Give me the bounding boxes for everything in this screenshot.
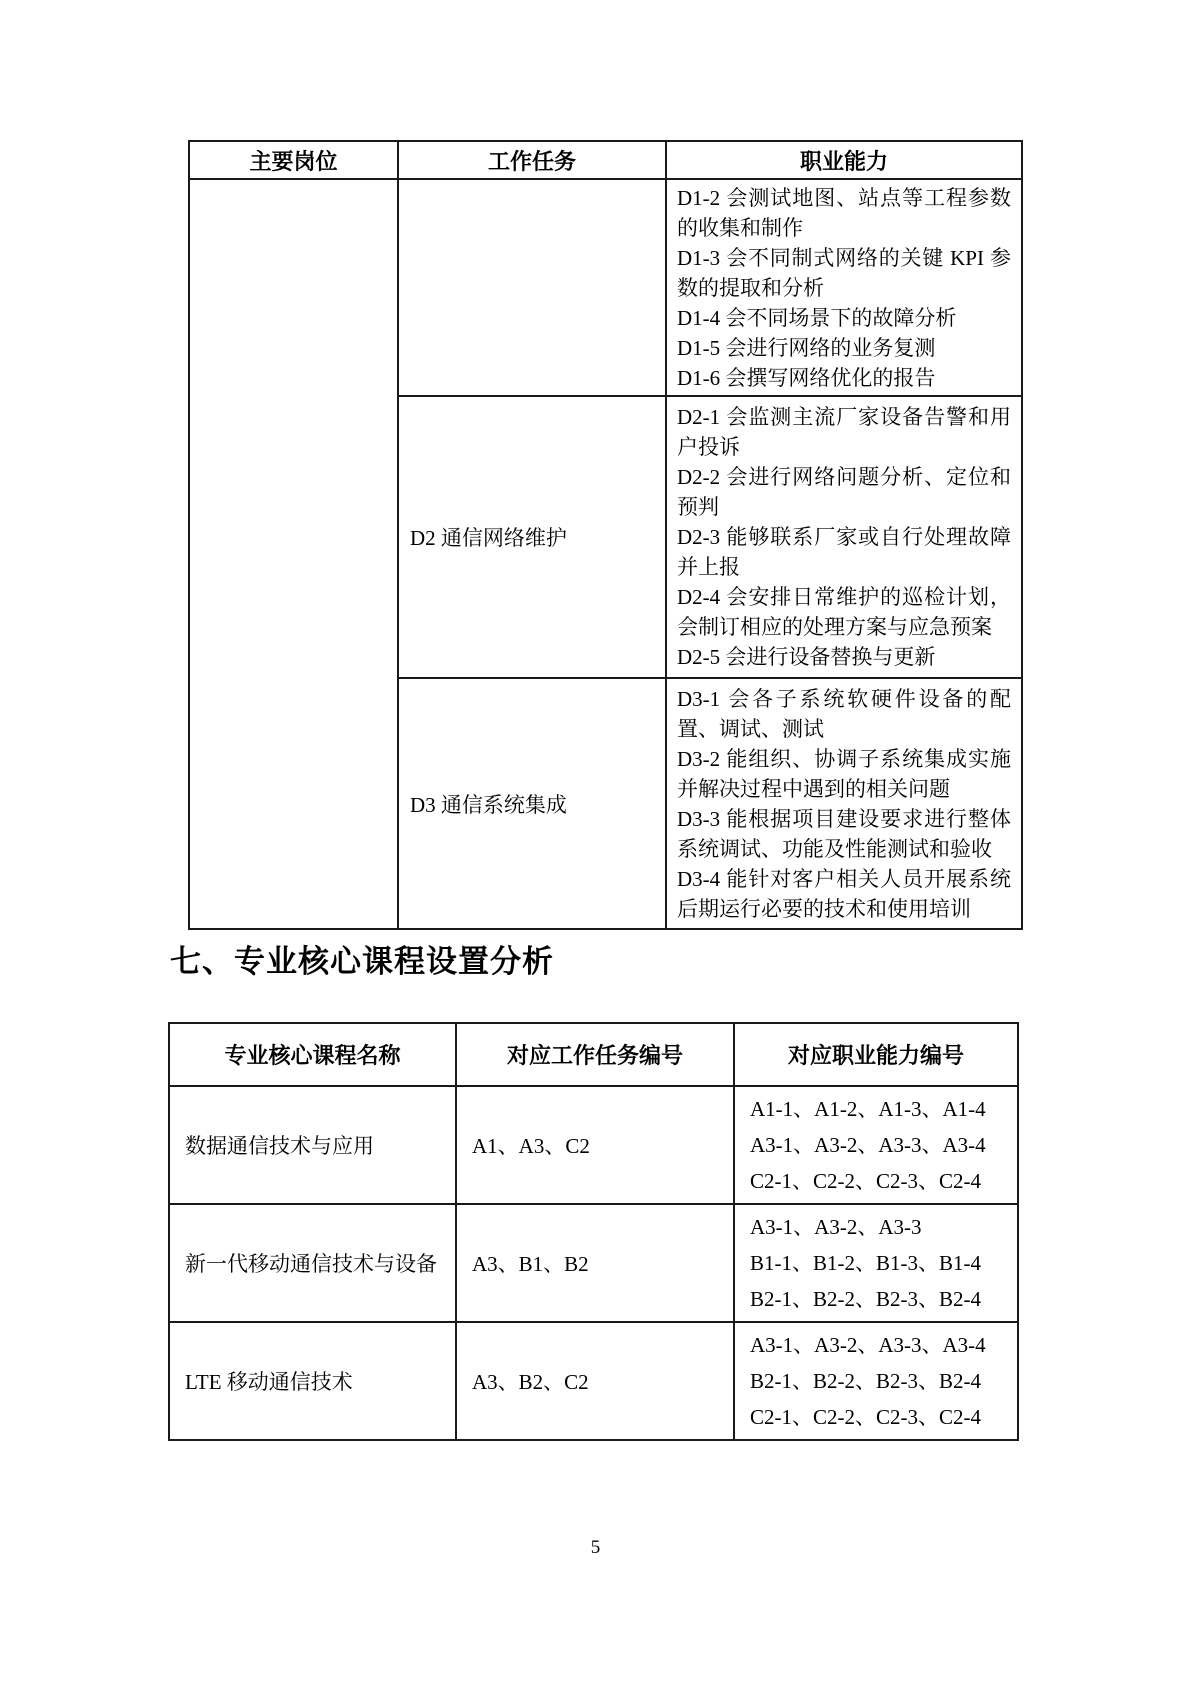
ability-item: D2-2 会进行网络问题分析、定位和预判 — [677, 465, 1011, 519]
course-row-1 — [169, 1086, 1018, 1204]
table2-header-row — [169, 1023, 1018, 1086]
ability-code-line: C2-1、C2-2、C2-3、C2-4 — [750, 1405, 981, 1429]
ability-item: D3-1 会各子系统软硬件设备的配置、调试、测试 — [677, 686, 1011, 741]
main-position-cell — [189, 179, 398, 929]
ability-code-line: A3-1、A3-2、A3-3、A3-4 — [750, 1333, 986, 1357]
ability-code-line: B1-1、B1-2、B1-3、B1-4 — [750, 1251, 981, 1275]
course-name: 数据通信技术与应用 — [169, 1086, 456, 1204]
ability-codes — [734, 1204, 1018, 1322]
table-row-d1 — [189, 179, 1022, 396]
table2-header-task-codes: 对应工作任务编号 — [456, 1023, 734, 1086]
ability-code-line: B2-1、B2-2、B2-3、B2-4 — [750, 1369, 981, 1393]
task-codes: A3、B2、C2 — [456, 1322, 734, 1440]
table2-header-course: 专业核心课程名称 — [169, 1023, 456, 1086]
table1-header-position: 主要岗位 — [189, 141, 398, 179]
task-codes: A3、B1、B2 — [456, 1204, 734, 1322]
position-task-ability-table — [188, 140, 1023, 930]
section-heading: 七、专业核心课程设置分析 — [170, 944, 554, 979]
table1-header-row — [189, 141, 1022, 179]
ability-code-line: B2-1、B2-2、B2-3、B2-4 — [750, 1287, 981, 1311]
course-name: LTE 移动通信技术 — [169, 1322, 456, 1440]
course-name: 新一代移动通信技术与设备 — [169, 1204, 456, 1322]
ability-item: D1-4 会不同场景下的故障分析 — [677, 305, 957, 330]
ability-item: D2-5 会进行设备替换与更新 — [677, 645, 936, 669]
table1-header-ability: 职业能力 — [666, 141, 1022, 179]
task-codes: A1、A3、C2 — [456, 1086, 734, 1204]
course-row-3 — [169, 1322, 1018, 1440]
ability-code-line: A3-1、A3-2、A3-3、A3-4 — [750, 1133, 986, 1157]
ability-codes — [734, 1322, 1018, 1440]
ability-item: D2-4 会安排日常维护的巡检计划，会制订相应的处理方案与应急预案 — [677, 585, 1011, 639]
ability-cell-d1 — [666, 179, 1022, 396]
ability-item: D1-3 会不同制式网络的关键 KPI 参数的提取和分析 — [677, 245, 1011, 300]
task-cell-d2: D2 通信网络维护 — [398, 396, 666, 678]
ability-item: D3-2 能组织、协调子系统集成实施并解决过程中遇到的相关问题 — [677, 746, 1011, 801]
ability-code-line: C2-1、C2-2、C2-3、C2-4 — [750, 1169, 981, 1193]
ability-cell-d2 — [666, 396, 1022, 678]
ability-item: D1-2 会测试地图、站点等工程参数的收集和制作 — [677, 185, 1011, 240]
table1-header-task: 工作任务 — [398, 141, 666, 179]
ability-item: D3-3 能根据项目建设要求进行整体系统调试、功能及性能测试和验收 — [677, 806, 1011, 861]
ability-item: D1-5 会进行网络的业务复测 — [677, 335, 936, 360]
ability-code-line: A1-1、A1-2、A1-3、A1-4 — [750, 1097, 986, 1121]
page-number: 5 — [590, 1537, 601, 1558]
ability-cell-d3 — [666, 678, 1022, 929]
ability-codes — [734, 1086, 1018, 1204]
course-row-2 — [169, 1204, 1018, 1322]
table2-header-ability-codes: 对应职业能力编号 — [734, 1023, 1018, 1086]
ability-code-line: A3-1、A3-2、A3-3 — [750, 1215, 922, 1239]
ability-item: D2-3 能够联系厂家或自行处理故障并上报 — [677, 525, 1011, 579]
core-course-table — [168, 1022, 1019, 1441]
task-cell-d3: D3 通信系统集成 — [398, 678, 666, 929]
task-cell-d1 — [398, 179, 666, 396]
ability-item: D1-6 会撰写网络优化的报告 — [677, 365, 936, 390]
ability-item: D3-4 能针对客户相关人员开展系统后期运行必要的技术和使用培训 — [677, 866, 1011, 921]
ability-item: D2-1 会监测主流厂家设备告警和用户投诉 — [677, 405, 1011, 459]
